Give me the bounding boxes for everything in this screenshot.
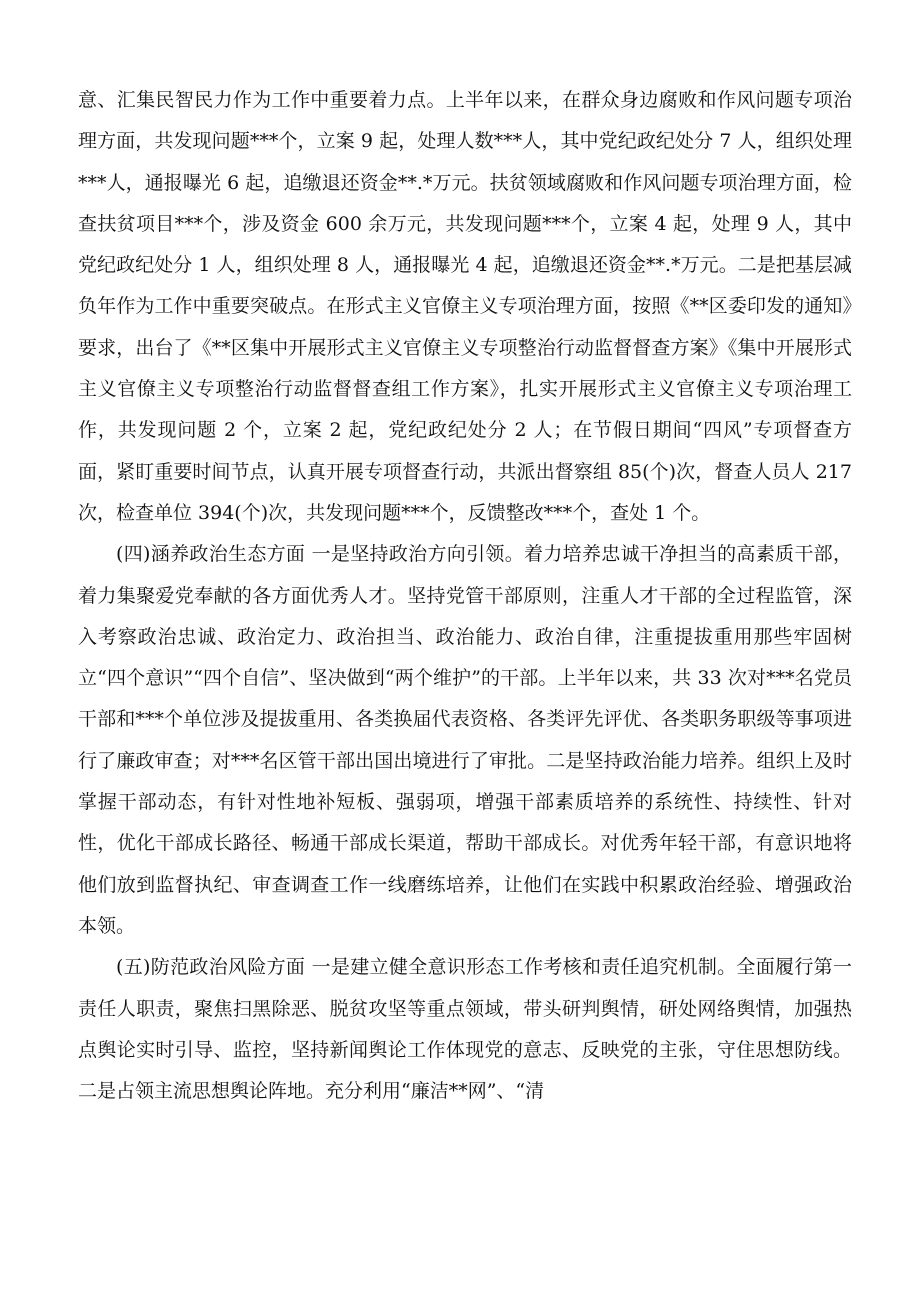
document-body — [78, 80, 852, 1112]
paragraph-political-ecology: (四)涵养政治生态方面 一是坚持政治方向引领。着力培养忠诚干净担当的高素质干部，着力集聚爱党奉献的各方面优秀人才。坚持党管干部原则，注重人才干部的全过程监管，深入考察政治忠诚、政治定力、政治担当、政治能力、政治自律，注重提拔重用那些牢固树立“四个意识”“四个自信”、坚决做到“两个维护”的干部。上半年以来，共 33 次对***名党员干部和***个单位涉及提拔重用、各类换届代表资格、各类评先评优、各类职务职级等事项进行了廉政审查；对***名区管干部出国出境进行了审批。二是坚持政治能力培养。组织上及时掌握干部动态，有针对性地补短板、强弱项，增强干部素质培养的系统性、持续性、针对性，优化干部成长路径、畅通干部成长渠道，帮助干部成长。对优秀年轻干部，有意识地将他们放到监督执纪、审查调查工作一线磨练培养，让他们在实践中积累政治经验、增强政治本领。 — [78, 543, 852, 937]
paragraph-continuation: 意、汇集民智民力作为工作中重要着力点。上半年以来，在群众身边腐败和作风问题专项治理方面，共发现问题***个，立案 9 起，处理人数***人，其中党纪政纪处分 7 人，组织处理***人，通报曝光 6 起，追缴退还资金**.*万元。扶贫领域腐败和作风问题专项治理方面，检查扶贫项目***个，涉及资金 600 余万元，共发现问题***个，立案 4 起，处理 9 人，其中党纪政纪处分 1 人，组织处理 8 人，通报曝光 4 起，追缴退还资金**.*万元。二是把基层减负年作为工作中重要突破点。在形式主义官僚主义专项治理方面，按照《**区委印发的通知》要求，出台了《**区集中开展形式主义官僚主义专项整治行动监督督查方案》《集中开展形式主义官僚主义专项整治行动监督督查组工作方案》，扎实开展形式主义官僚主义专项治理工作，共发现问题 2 个，立案 2 起，党纪政纪处分 2 人；在节假日期间“四风”专项督查方面，紧盯重要时间节点，认真开展专项督查行动，共派出督察组 85(个)次，督查人员人 217 次，检查单位 394(个)次，共发现问题***个，反馈整改***个，查处 1 个。 — [78, 89, 852, 524]
paragraph-political-risk: (五)防范政治风险方面 一是建立健全意识形态工作考核和责任追究机制。全面履行第一责任人职责，聚焦扫黑除恶、脱贫攻坚等重点领域，带头研判舆情，研处网络舆情，加强热点舆论实时引导、监控，坚持新闻舆论工作体现党的意志、反映党的主张，守住思想防线。二是占领主流思想舆论阵地。充分利用“廉洁**网”、“清 — [78, 956, 852, 1103]
